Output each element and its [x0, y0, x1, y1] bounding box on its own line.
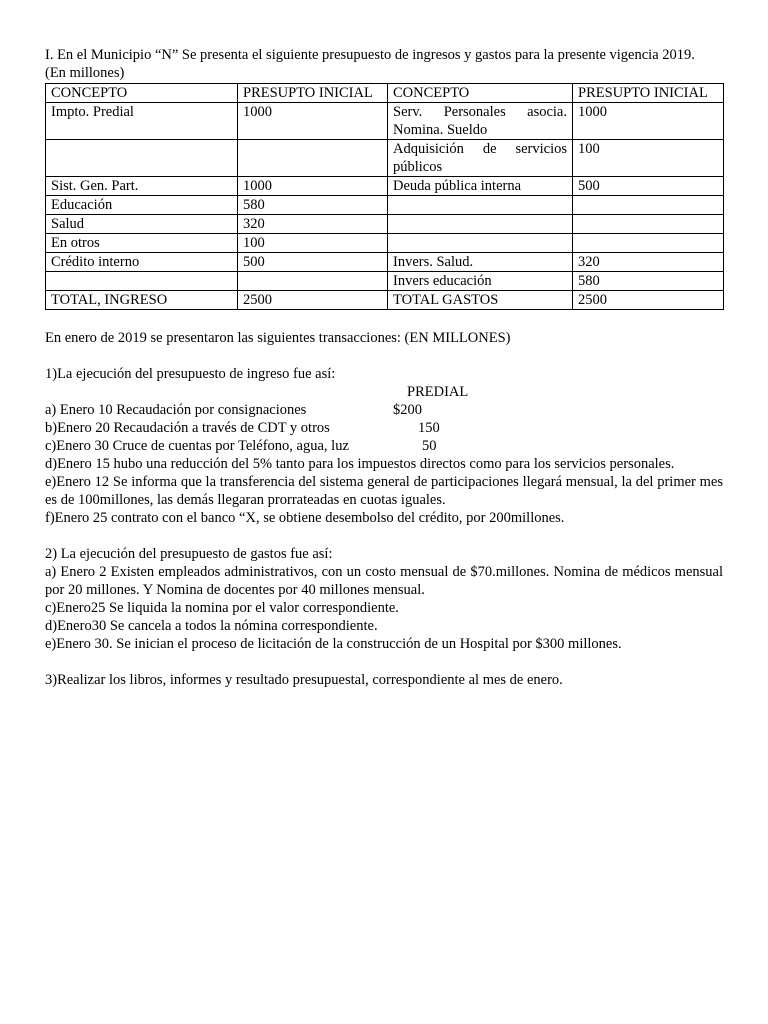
table-cell	[238, 140, 388, 177]
item-amount: 150	[418, 420, 440, 436]
item-e: e)Enero 30. Se inician el proceso de licitación de la construcción de un Hospital por $300 millones.	[45, 636, 622, 652]
table-cell: En otros	[46, 234, 238, 253]
intro-line-1: I. En el Municipio “N” Se presenta el siguiente presupuesto de ingresos y gastos para la presente vigencia 2019.	[45, 47, 695, 63]
section-3: 3)Realizar los libros, informes y resultado presupuestal, correspondiente al mes de enero.	[45, 672, 563, 688]
table-cell: 320	[238, 215, 388, 234]
table-cell: Crédito interno	[46, 253, 238, 272]
item-amount: $200	[393, 402, 422, 418]
item-text: b)Enero 20 Recaudación a través de CDT y otros	[45, 420, 330, 436]
total-ingreso-value: 2500	[238, 291, 388, 310]
transactions-intro: En enero de 2019 se presentaron las siguientes transacciones: (EN MILLONES)	[45, 330, 511, 346]
header-presupuesto-gastos: PRESUPTO INICIAL	[573, 84, 724, 103]
table-cell: 580	[238, 196, 388, 215]
table-cell: Educación	[46, 196, 238, 215]
table-row	[46, 196, 724, 215]
intro	[45, 46, 723, 82]
table-row	[46, 177, 724, 196]
item-a: a) Enero 2 Existen empleados administrativos, con un costo mensual de $70.millones. Nomina de médicos mensual por 20 millones. Y Nomina de docentes por 40 millones mensual.	[45, 564, 723, 598]
table-cell	[238, 272, 388, 291]
table-cell: Sist. Gen. Part.	[46, 177, 238, 196]
item-c: c)Enero25 Se liquida la nomina por el valor correspondiente.	[45, 600, 399, 616]
table-cell: 500	[573, 177, 724, 196]
item-text: a) Enero 10 Recaudación por consignaciones	[45, 402, 307, 418]
table-cell	[46, 140, 238, 177]
table-cell: Deuda pública interna	[388, 177, 573, 196]
section-1-title: 1)La ejecución del presupuesto de ingreso fue así:	[45, 366, 336, 382]
item-e: e)Enero 12 Se informa que la transferencia del sistema general de participaciones llegará mensual, la del primer mes es de 100millones, las demás llegaran prorrateadas en cuotas iguales.	[45, 474, 723, 508]
section-2-title: 2) La ejecución del presupuesto de gastos fue así:	[45, 546, 333, 562]
section-1	[45, 365, 723, 527]
table-row	[46, 234, 724, 253]
table-cell: 1000	[238, 177, 388, 196]
table-cell	[388, 215, 573, 234]
section-2	[45, 545, 723, 653]
table-row	[46, 272, 724, 291]
predial-header: PREDIAL	[407, 384, 469, 400]
total-gastos-label: TOTAL GASTOS	[388, 291, 573, 310]
header-presupuesto-ingresos: PRESUPTO INICIAL	[238, 84, 388, 103]
table-total-row	[46, 291, 724, 310]
table-cell: Serv. Personales asocia. Nomina. Sueldo	[388, 103, 573, 140]
total-gastos-value: 2500	[573, 291, 724, 310]
item-f: f)Enero 25 contrato con el banco “X, se obtiene desembolso del crédito, por 200millones.	[45, 510, 565, 526]
table-cell: 1000	[238, 103, 388, 140]
list-item	[45, 419, 723, 437]
table-row	[46, 140, 724, 177]
table-cell: 320	[573, 253, 724, 272]
item-d: d)Enero 15 hubo una reducción del 5% tanto para los impuestos directos como para los servicios personales.	[45, 456, 675, 472]
budget-table	[45, 83, 724, 310]
item-text: c)Enero 30 Cruce de cuentas por Teléfono, agua, luz	[45, 438, 349, 454]
intro-line-2: (En millones)	[45, 65, 125, 81]
table-cell: Invers. Salud.	[388, 253, 573, 272]
list-item	[45, 401, 723, 419]
table-row	[46, 253, 724, 272]
table-cell	[388, 196, 573, 215]
table-cell	[573, 196, 724, 215]
table-cell: Impto. Predial	[46, 103, 238, 140]
table-cell: Invers educación	[388, 272, 573, 291]
table-row	[46, 215, 724, 234]
item-amount: 50	[422, 438, 437, 454]
header-concepto-gastos: CONCEPTO	[388, 84, 573, 103]
table-cell: Adquisición de servicios públicos	[388, 140, 573, 177]
table-cell: Salud	[46, 215, 238, 234]
table-cell: 100	[238, 234, 388, 253]
table-cell	[573, 234, 724, 253]
list-item	[45, 437, 723, 455]
table-cell	[388, 234, 573, 253]
header-concepto-ingresos: CONCEPTO	[46, 84, 238, 103]
table-cell: 1000	[573, 103, 724, 140]
table-cell: 100	[573, 140, 724, 177]
document-page	[45, 46, 723, 689]
table-header-row	[46, 84, 724, 103]
table-cell	[573, 215, 724, 234]
table-cell	[46, 272, 238, 291]
table-cell: 580	[573, 272, 724, 291]
table-row	[46, 103, 724, 140]
table-cell: 500	[238, 253, 388, 272]
total-ingreso-label: TOTAL, INGRESO	[46, 291, 238, 310]
item-d: d)Enero30 Se cancela a todos la nómina correspondiente.	[45, 618, 378, 634]
